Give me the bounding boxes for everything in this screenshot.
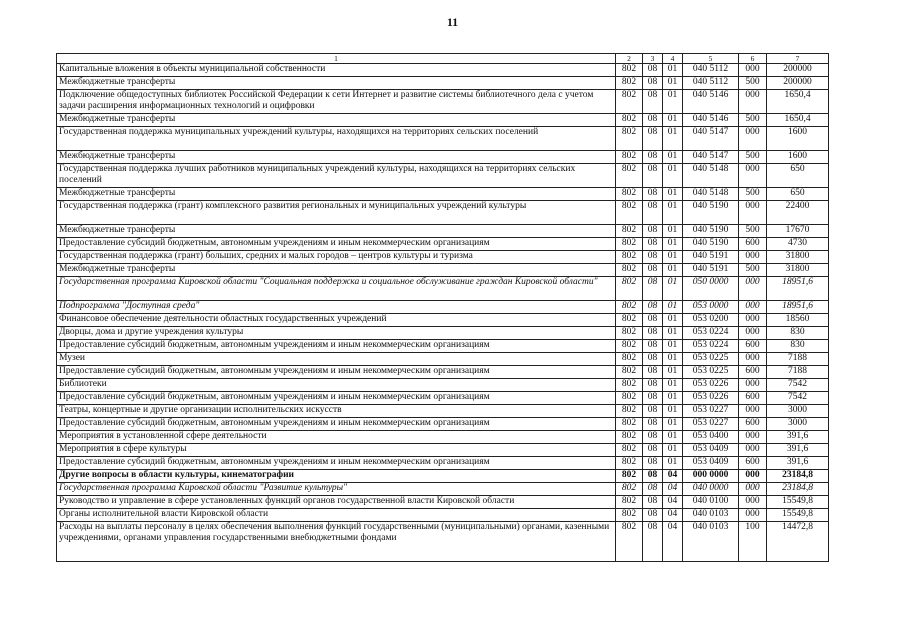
row-code-cell: 802 [616,301,643,314]
row-section-cell: 08 [643,496,663,509]
row-target-cell: 040 5146 [683,114,739,127]
row-subsection-cell: 01 [663,64,683,77]
table-row [57,77,829,90]
row-code-cell: 802 [616,188,643,201]
row-expense-type-cell: 000 [739,496,767,509]
row-target-cell: 040 5147 [683,127,739,151]
row-subsection-cell: 01 [663,444,683,457]
row-section-cell: 08 [643,188,663,201]
row-name-cell: Руководство и управление в сфере установленных функций органов государственной власти Кировской области [57,496,616,509]
table-row [57,483,829,496]
table-row [57,470,829,483]
row-section-cell: 08 [643,114,663,127]
row-section-cell: 08 [643,353,663,366]
row-amount-cell: 15549,8 [767,496,829,509]
row-code-cell: 802 [616,90,643,114]
row-target-cell: 000 0000 [683,470,739,483]
row-name-cell: Государственная программа Кировской области "Социальная поддержка и социальное обслуживание граждан Кировской области" [57,277,616,301]
row-code-cell: 802 [616,353,643,366]
row-subsection-cell: 01 [663,114,683,127]
row-name-cell: Мероприятия в сфере культуры [57,444,616,457]
row-target-cell: 053 0200 [683,314,739,327]
row-amount-cell: 3000 [767,405,829,418]
table-row [57,457,829,470]
row-expense-type-cell: 500 [739,77,767,90]
row-amount-cell: 7542 [767,392,829,405]
row-section-cell: 08 [643,509,663,522]
table-row [57,314,829,327]
row-subsection-cell: 01 [663,405,683,418]
row-expense-type-cell: 600 [739,238,767,251]
table-row [57,327,829,340]
row-target-cell: 053 0226 [683,392,739,405]
row-subsection-cell: 01 [663,77,683,90]
row-target-cell: 053 0225 [683,366,739,379]
row-code-cell: 802 [616,457,643,470]
row-name-cell: Государственная поддержка (грант) больших, средних и малых городов – центров культуры и туризма [57,251,616,264]
row-subsection-cell: 01 [663,277,683,301]
column-header: 1 [57,54,616,64]
row-code-cell: 802 [616,225,643,238]
row-section-cell: 08 [643,405,663,418]
row-amount-cell: 1600 [767,151,829,164]
row-target-cell: 040 5112 [683,64,739,77]
row-expense-type-cell: 000 [739,353,767,366]
row-section-cell: 08 [643,238,663,251]
row-code-cell: 802 [616,470,643,483]
row-expense-type-cell: 600 [739,457,767,470]
row-amount-cell: 7188 [767,353,829,366]
row-code-cell: 802 [616,151,643,164]
table-row [57,405,829,418]
table-row [57,201,829,225]
column-header: 5 [683,54,739,64]
row-expense-type-cell: 500 [739,114,767,127]
table-row [57,64,829,77]
row-amount-cell: 15549,8 [767,509,829,522]
table-row [57,151,829,164]
column-header-row [57,54,829,64]
row-name-cell: Межбюджетные трансферты [57,225,616,238]
column-header: 2 [616,54,643,64]
row-section-cell: 08 [643,77,663,90]
row-name-cell: Театры, концертные и другие организации исполнительских искусств [57,405,616,418]
row-code-cell: 802 [616,164,643,188]
row-expense-type-cell: 500 [739,264,767,277]
row-amount-cell: 18951,6 [767,301,829,314]
table-row [57,509,829,522]
row-target-cell: 053 0227 [683,405,739,418]
row-code-cell: 802 [616,444,643,457]
row-name-cell: Межбюджетные трансферты [57,151,616,164]
row-subsection-cell: 01 [663,238,683,251]
row-subsection-cell: 01 [663,225,683,238]
row-target-cell: 053 0225 [683,353,739,366]
table-row [57,379,829,392]
row-subsection-cell: 04 [663,496,683,509]
row-target-cell: 040 5190 [683,238,739,251]
table-row [57,340,829,353]
row-code-cell: 802 [616,392,643,405]
row-target-cell: 053 0409 [683,457,739,470]
row-code-cell: 802 [616,77,643,90]
row-code-cell: 802 [616,379,643,392]
row-code-cell: 802 [616,418,643,431]
row-subsection-cell: 01 [663,418,683,431]
row-amount-cell: 31800 [767,251,829,264]
row-expense-type-cell: 000 [739,470,767,483]
row-amount-cell: 391,6 [767,457,829,470]
table-row [57,251,829,264]
table-row [57,496,829,509]
row-subsection-cell: 01 [663,164,683,188]
row-amount-cell: 18951,6 [767,277,829,301]
table-row [57,392,829,405]
row-section-cell: 08 [643,431,663,444]
row-code-cell: 802 [616,314,643,327]
row-expense-type-cell: 600 [739,392,767,405]
row-subsection-cell: 01 [663,201,683,225]
row-code-cell: 802 [616,431,643,444]
row-section-cell: 08 [643,418,663,431]
row-name-cell: Предоставление субсидий бюджетным, автономным учреждениям и иным некоммерческим организациям [57,418,616,431]
budget-table [56,53,829,562]
row-target-cell: 040 5112 [683,77,739,90]
row-expense-type-cell: 100 [739,522,767,562]
row-expense-type-cell: 000 [739,314,767,327]
row-target-cell: 040 0103 [683,522,739,562]
row-target-cell: 040 0100 [683,496,739,509]
row-expense-type-cell: 000 [739,405,767,418]
row-target-cell: 053 0226 [683,379,739,392]
table-row [57,522,829,562]
row-amount-cell: 1650,4 [767,90,829,114]
row-target-cell: 040 5190 [683,201,739,225]
row-section-cell: 08 [643,444,663,457]
row-expense-type-cell: 000 [739,509,767,522]
row-expense-type-cell: 000 [739,277,767,301]
row-amount-cell: 1650,4 [767,114,829,127]
row-amount-cell: 391,6 [767,444,829,457]
row-target-cell: 040 5147 [683,151,739,164]
row-name-cell: Государственная программа Кировской области "Развитие культуры" [57,483,616,496]
row-code-cell: 802 [616,522,643,562]
row-code-cell: 802 [616,340,643,353]
table-row [57,90,829,114]
row-section-cell: 08 [643,251,663,264]
row-name-cell: Подключение общедоступных библиотек Российской Федерации к сети Интернет и развитие системы библиотечного дела с учетом задачи расширения информационных технологий и оцифровки [57,90,616,114]
row-amount-cell: 830 [767,327,829,340]
row-expense-type-cell: 500 [739,225,767,238]
row-target-cell: 040 5190 [683,225,739,238]
row-code-cell: 802 [616,366,643,379]
row-name-cell: Капитальные вложения в объекты муниципальной собственности [57,64,616,77]
row-expense-type-cell: 000 [739,90,767,114]
column-header: 6 [739,54,767,64]
table-row [57,431,829,444]
table-row [57,225,829,238]
row-subsection-cell: 01 [663,301,683,314]
row-amount-cell: 7188 [767,366,829,379]
row-subsection-cell: 04 [663,483,683,496]
row-target-cell: 053 0224 [683,327,739,340]
row-code-cell: 802 [616,127,643,151]
row-section-cell: 08 [643,379,663,392]
row-amount-cell: 1600 [767,127,829,151]
page-number: 11 [446,15,459,29]
table-row [57,418,829,431]
row-name-cell: Органы исполнительной власти Кировской области [57,509,616,522]
row-name-cell: Другие вопросы в области культуры, кинематографии [57,470,616,483]
row-section-cell: 08 [643,151,663,164]
row-expense-type-cell: 000 [739,201,767,225]
row-amount-cell: 23184,8 [767,470,829,483]
row-name-cell: Предоставление субсидий бюджетным, автономным учреждениям и иным некоммерческим организациям [57,366,616,379]
row-expense-type-cell: 000 [739,431,767,444]
row-target-cell: 040 5148 [683,164,739,188]
row-subsection-cell: 01 [663,431,683,444]
row-code-cell: 802 [616,64,643,77]
row-target-cell: 053 0227 [683,418,739,431]
row-expense-type-cell: 600 [739,340,767,353]
table-row [57,366,829,379]
row-name-cell: Дворцы, дома и другие учреждения культуры [57,327,616,340]
row-amount-cell: 3000 [767,418,829,431]
row-amount-cell: 200000 [767,77,829,90]
row-expense-type-cell: 000 [739,301,767,314]
row-subsection-cell: 01 [663,457,683,470]
table-body [57,54,829,562]
row-name-cell: Государственная поддержка лучших работников муниципальных учреждений культуры, находящихся на территориях сельских поселений [57,164,616,188]
row-name-cell: Предоставление субсидий бюджетным, автономным учреждениям и иным некоммерческим организациям [57,457,616,470]
table-row [57,444,829,457]
row-expense-type-cell: 000 [739,444,767,457]
row-expense-type-cell: 600 [739,366,767,379]
row-target-cell: 040 0103 [683,509,739,522]
row-subsection-cell: 01 [663,327,683,340]
row-amount-cell: 650 [767,188,829,201]
row-name-cell: Предоставление субсидий бюджетным, автономным учреждениям и иным некоммерческим организациям [57,238,616,251]
row-section-cell: 08 [643,201,663,225]
row-subsection-cell: 04 [663,509,683,522]
row-section-cell: 08 [643,470,663,483]
row-subsection-cell: 01 [663,264,683,277]
row-code-cell: 802 [616,327,643,340]
row-section-cell: 08 [643,264,663,277]
row-expense-type-cell: 000 [739,483,767,496]
row-subsection-cell: 01 [663,90,683,114]
row-amount-cell: 830 [767,340,829,353]
row-amount-cell: 200000 [767,64,829,77]
row-section-cell: 08 [643,64,663,77]
row-subsection-cell: 01 [663,314,683,327]
table-row [57,114,829,127]
row-name-cell: Музеи [57,353,616,366]
row-amount-cell: 23184,8 [767,483,829,496]
row-code-cell: 802 [616,405,643,418]
row-amount-cell: 4730 [767,238,829,251]
row-target-cell: 040 5191 [683,264,739,277]
row-expense-type-cell: 000 [739,64,767,77]
row-amount-cell: 7542 [767,379,829,392]
row-subsection-cell: 01 [663,379,683,392]
row-subsection-cell: 01 [663,392,683,405]
row-expense-type-cell: 000 [739,251,767,264]
row-name-cell: Межбюджетные трансферты [57,188,616,201]
row-section-cell: 08 [643,340,663,353]
column-header: 4 [663,54,683,64]
row-target-cell: 040 5191 [683,251,739,264]
row-amount-cell: 31800 [767,264,829,277]
row-code-cell: 802 [616,114,643,127]
row-target-cell: 053 0224 [683,340,739,353]
row-expense-type-cell: 500 [739,188,767,201]
row-subsection-cell: 01 [663,251,683,264]
row-code-cell: 802 [616,238,643,251]
row-expense-type-cell: 500 [739,151,767,164]
row-section-cell: 08 [643,457,663,470]
table-row [57,277,829,301]
row-expense-type-cell: 000 [739,379,767,392]
row-section-cell: 08 [643,522,663,562]
table-row [57,188,829,201]
row-subsection-cell: 01 [663,188,683,201]
row-expense-type-cell: 000 [739,164,767,188]
row-code-cell: 802 [616,509,643,522]
row-amount-cell: 18560 [767,314,829,327]
row-section-cell: 08 [643,301,663,314]
row-section-cell: 08 [643,392,663,405]
row-section-cell: 08 [643,90,663,114]
table-row [57,264,829,277]
row-subsection-cell: 01 [663,340,683,353]
table-row [57,301,829,314]
row-expense-type-cell: 000 [739,327,767,340]
row-target-cell: 040 0000 [683,483,739,496]
row-name-cell: Государственная поддержка муниципальных учреждений культуры, находящихся на территориях сельских поселений [57,127,616,151]
row-name-cell: Предоставление субсидий бюджетным, автономным учреждениям и иным некоммерческим организациям [57,392,616,405]
row-code-cell: 802 [616,496,643,509]
row-amount-cell: 650 [767,164,829,188]
row-name-cell: Библиотеки [57,379,616,392]
row-subsection-cell: 01 [663,127,683,151]
row-section-cell: 08 [643,327,663,340]
row-target-cell: 040 5146 [683,90,739,114]
row-section-cell: 08 [643,164,663,188]
row-name-cell: Межбюджетные трансферты [57,77,616,90]
row-target-cell: 050 0000 [683,277,739,301]
row-section-cell: 08 [643,314,663,327]
row-name-cell: Межбюджетные трансферты [57,264,616,277]
table-row [57,238,829,251]
row-target-cell: 053 0409 [683,444,739,457]
row-code-cell: 802 [616,251,643,264]
row-expense-type-cell: 000 [739,127,767,151]
row-subsection-cell: 01 [663,151,683,164]
row-amount-cell: 14472,8 [767,522,829,562]
row-amount-cell: 391,6 [767,431,829,444]
row-section-cell: 08 [643,127,663,151]
row-name-cell: Расходы на выплаты персоналу в целях обеспечения выполнения функций государственными (муниципальными) органами, казенными учреждениями, органами управления государственными внебюджетными фондами [57,522,616,562]
row-amount-cell: 22400 [767,201,829,225]
row-code-cell: 802 [616,201,643,225]
row-code-cell: 802 [616,277,643,301]
row-amount-cell: 17670 [767,225,829,238]
row-section-cell: 08 [643,277,663,301]
column-header: 7 [767,54,829,64]
row-target-cell: 053 0400 [683,431,739,444]
row-code-cell: 802 [616,483,643,496]
row-section-cell: 08 [643,366,663,379]
row-name-cell: Межбюджетные трансферты [57,114,616,127]
row-name-cell: Подпрограмма "Доступная среда" [57,301,616,314]
row-target-cell: 040 5148 [683,188,739,201]
row-target-cell: 053 0000 [683,301,739,314]
row-section-cell: 08 [643,225,663,238]
row-subsection-cell: 04 [663,522,683,562]
table-row [57,127,829,151]
row-name-cell: Предоставление субсидий бюджетным, автономным учреждениям и иным некоммерческим организациям [57,340,616,353]
row-name-cell: Финансовое обеспечение деятельности областных государственных учреждений [57,314,616,327]
row-subsection-cell: 01 [663,366,683,379]
table-row [57,164,829,188]
row-section-cell: 08 [643,483,663,496]
row-name-cell: Мероприятия в установленной сфере деятельности [57,431,616,444]
table-row [57,353,829,366]
column-header: 3 [643,54,663,64]
row-expense-type-cell: 600 [739,418,767,431]
row-subsection-cell: 04 [663,470,683,483]
row-name-cell: Государственная поддержка (грант) комплексного развития региональных и муниципальных учреждений культуры [57,201,616,225]
row-code-cell: 802 [616,264,643,277]
row-subsection-cell: 01 [663,353,683,366]
